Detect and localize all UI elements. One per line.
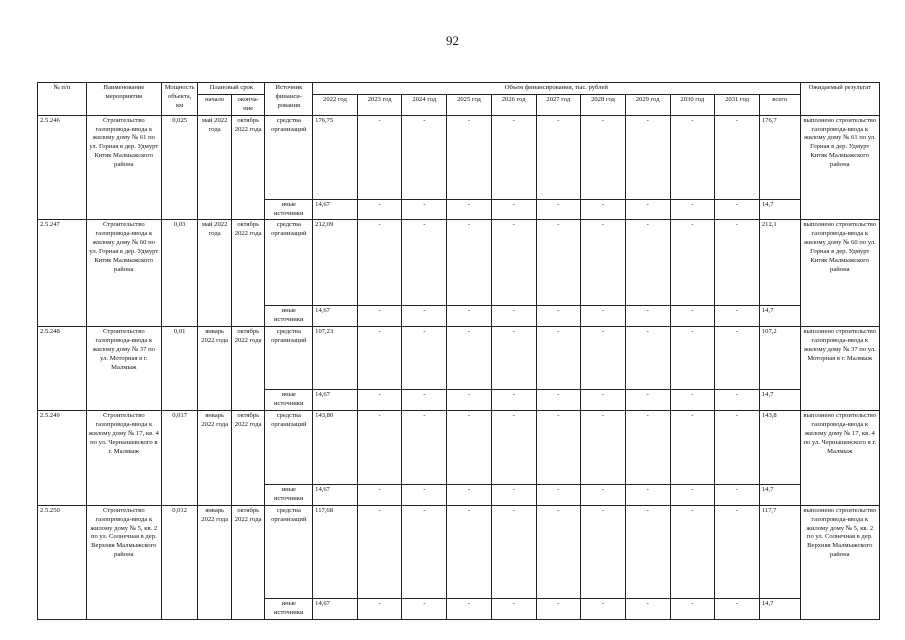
amount-total: 14,7 <box>759 199 800 220</box>
funding-source: иные источники <box>265 598 313 619</box>
amount-cell: - <box>670 505 715 598</box>
header-financing: Объем финансирования, тыс. рублей <box>313 83 800 95</box>
amount-cell: - <box>625 199 670 220</box>
amount-cell: - <box>625 306 670 327</box>
amount-cell: - <box>715 115 760 199</box>
amount-total: 176,7 <box>759 115 800 199</box>
funding-source: средства организаций <box>265 220 313 306</box>
funding-source: средства организаций <box>265 411 313 485</box>
amount-2022: 14,67 <box>313 485 358 506</box>
amount-cell: - <box>491 505 536 598</box>
amount-cell: - <box>625 505 670 598</box>
amount-cell: - <box>447 327 492 390</box>
end-date: октябрь 2022 года <box>231 505 265 619</box>
header-year: 2030 год <box>670 94 715 115</box>
amount-cell: - <box>491 598 536 619</box>
amount-cell: - <box>581 598 626 619</box>
amount-cell: - <box>625 327 670 390</box>
table-row <box>38 327 880 390</box>
amount-2022: 14,67 <box>313 598 358 619</box>
amount-total: 117,7 <box>759 505 800 598</box>
amount-cell: - <box>357 485 402 506</box>
header-total: всего <box>759 94 800 115</box>
measure-name: Строительство газопровода-ввода к жилому дому № 60 по ул. Горная в дер. Удмурт Китяк Малмыжского района <box>86 220 161 327</box>
capacity-value: 0,012 <box>161 505 198 619</box>
amount-cell: - <box>581 220 626 306</box>
amount-cell: - <box>715 390 760 411</box>
amount-cell: - <box>447 411 492 485</box>
amount-total: 14,7 <box>759 598 800 619</box>
funding-source: иные источники <box>265 390 313 411</box>
amount-cell: - <box>357 390 402 411</box>
row-number: 2.5.246 <box>38 115 87 220</box>
amount-cell: - <box>581 306 626 327</box>
amount-cell: - <box>357 505 402 598</box>
amount-2022: 14,67 <box>313 199 358 220</box>
header-num: № п/п <box>38 83 87 116</box>
amount-cell: - <box>625 411 670 485</box>
amount-total: 143,8 <box>759 411 800 485</box>
amount-cell: - <box>670 390 715 411</box>
start-date: май 2022 года <box>198 115 232 220</box>
amount-2022: 176,75 <box>313 115 358 199</box>
table-row <box>38 115 880 199</box>
amount-cell: - <box>715 505 760 598</box>
funding-source: средства организаций <box>265 327 313 390</box>
amount-cell: - <box>491 115 536 199</box>
amount-cell: - <box>491 199 536 220</box>
amount-cell: - <box>447 115 492 199</box>
start-date: январь 2022 года <box>198 505 232 619</box>
start-date: январь 2022 года <box>198 411 232 506</box>
amount-cell: - <box>625 598 670 619</box>
amount-cell: - <box>447 485 492 506</box>
amount-cell: - <box>670 411 715 485</box>
header-year: 2029 год <box>625 94 670 115</box>
amount-cell: - <box>357 327 402 390</box>
header-year: 2027 год <box>536 94 581 115</box>
amount-cell: - <box>357 199 402 220</box>
amount-cell: - <box>670 220 715 306</box>
amount-cell: - <box>715 327 760 390</box>
row-number: 2.5.247 <box>38 220 87 327</box>
amount-total: 107,2 <box>759 327 800 390</box>
end-date: октябрь 2022 года <box>231 115 265 220</box>
amount-cell: - <box>402 485 447 506</box>
amount-cell: - <box>625 390 670 411</box>
end-date: октябрь 2022 года <box>231 411 265 506</box>
table-row <box>38 505 880 598</box>
amount-cell: - <box>536 115 581 199</box>
amount-cell: - <box>536 411 581 485</box>
funding-source: иные источники <box>265 306 313 327</box>
amount-cell: - <box>715 411 760 485</box>
amount-cell: - <box>447 306 492 327</box>
amount-cell: - <box>670 327 715 390</box>
amount-cell: - <box>715 598 760 619</box>
measure-name: Строительство газопровода-ввода к жилому дому № 17, кв. 4 по ул. Чернышевского в г. Малмыж <box>86 411 161 506</box>
capacity-value: 0,017 <box>161 411 198 506</box>
header-year: 2031 год <box>715 94 760 115</box>
header-year: 2028 год <box>581 94 626 115</box>
amount-cell: - <box>536 598 581 619</box>
amount-cell: - <box>491 220 536 306</box>
amount-cell: - <box>536 485 581 506</box>
amount-cell: - <box>670 306 715 327</box>
amount-cell: - <box>670 199 715 220</box>
amount-total: 14,7 <box>759 306 800 327</box>
amount-cell: - <box>402 306 447 327</box>
amount-cell: - <box>491 411 536 485</box>
financing-table <box>37 82 880 620</box>
amount-cell: - <box>536 390 581 411</box>
header-year: 2022 год <box>313 94 358 115</box>
amount-total: 14,7 <box>759 485 800 506</box>
amount-2022: 14,67 <box>313 390 358 411</box>
end-date: октябрь 2022 года <box>231 220 265 327</box>
header-year: 2024 год <box>402 94 447 115</box>
amount-cell: - <box>581 115 626 199</box>
amount-cell: - <box>447 220 492 306</box>
header-capacity: Мощность объекта, км <box>161 83 198 116</box>
amount-cell: - <box>715 199 760 220</box>
funding-source: средства организаций <box>265 505 313 598</box>
amount-cell: - <box>581 390 626 411</box>
measure-name: Строительство газопровода-ввода к жилому дому № 61 по ул. Горная в дер. Удмурт Китяк Малмыжского района <box>86 115 161 220</box>
amount-cell: - <box>402 411 447 485</box>
amount-cell: - <box>402 115 447 199</box>
amount-cell: - <box>491 327 536 390</box>
amount-cell: - <box>447 505 492 598</box>
amount-total: 212,1 <box>759 220 800 306</box>
amount-cell: - <box>581 505 626 598</box>
amount-cell: - <box>536 306 581 327</box>
amount-cell: - <box>402 505 447 598</box>
measure-name: Строительство газопровода-ввода к жилому дому № 37 по ул. Моторная в г. Малмыж <box>86 327 161 411</box>
amount-cell: - <box>447 390 492 411</box>
amount-cell: - <box>715 220 760 306</box>
funding-source: средства организаций <box>265 115 313 199</box>
header-year: 2025 год <box>447 94 492 115</box>
amount-cell: - <box>536 220 581 306</box>
amount-cell: - <box>402 220 447 306</box>
amount-cell: - <box>581 199 626 220</box>
amount-2022: 14,67 <box>313 306 358 327</box>
amount-cell: - <box>625 220 670 306</box>
amount-cell: - <box>402 199 447 220</box>
amount-cell: - <box>357 306 402 327</box>
header-year: 2026 год <box>491 94 536 115</box>
amount-cell: - <box>402 327 447 390</box>
header-start: начало <box>198 94 232 115</box>
measure-name: Строительство газопровода-ввода к жилому дому № 5, кв. 2 по ул. Солнечная в дер. Верхняя Малмыжского района <box>86 505 161 619</box>
amount-cell: - <box>536 327 581 390</box>
row-number: 2.5.250 <box>38 505 87 619</box>
amount-cell: - <box>670 115 715 199</box>
amount-cell: - <box>447 598 492 619</box>
amount-2022: 143,80 <box>313 411 358 485</box>
expected-result: выполнено строительство газопровода-ввода к жилому дому № 37 по ул. Моторная в г. Малмыж <box>800 327 879 411</box>
header-name: Наименование мероприятия <box>86 83 161 116</box>
start-date: январь 2022 года <box>198 327 232 411</box>
amount-cell: - <box>625 115 670 199</box>
page-number: 92 <box>446 33 459 48</box>
amount-2022: 212,09 <box>313 220 358 306</box>
row-number: 2.5.249 <box>38 411 87 506</box>
amount-cell: - <box>670 485 715 506</box>
capacity-value: 0,03 <box>161 220 198 327</box>
amount-cell: - <box>491 485 536 506</box>
amount-cell: - <box>357 115 402 199</box>
table-body <box>38 115 880 619</box>
funding-source: иные источники <box>265 199 313 220</box>
expected-result: выполнено строительство газопровода-ввода к жилому дому № 5, кв. 2 по ул. Солнечная в дер. Верхняя Малмыжского района <box>800 505 879 619</box>
header-end: оконча-ние <box>231 94 265 115</box>
amount-cell: - <box>581 327 626 390</box>
amount-total: 14,7 <box>759 390 800 411</box>
capacity-value: 0,025 <box>161 115 198 220</box>
table-row <box>38 220 880 306</box>
end-date: октябрь 2022 года <box>231 327 265 411</box>
amount-cell: - <box>581 411 626 485</box>
amount-cell: - <box>357 220 402 306</box>
amount-cell: - <box>581 485 626 506</box>
expected-result: выполнено строительство газопровода-ввода к жилому дому № 17, кв. 4 по ул. Чернышевского в г. Малмыж <box>800 411 879 506</box>
header-schedule: Плановый срок <box>198 83 265 95</box>
amount-2022: 107,23 <box>313 327 358 390</box>
amount-2022: 117,68 <box>313 505 358 598</box>
amount-cell: - <box>715 306 760 327</box>
amount-cell: - <box>491 390 536 411</box>
expected-result: выполнено строительство газопровода-ввода к жилому дому № 61 по ул. Горная в дер. Удмурт Китяк Малмыжского района <box>800 115 879 220</box>
header-year: 2023 год <box>357 94 402 115</box>
funding-source: иные источники <box>265 485 313 506</box>
amount-cell: - <box>402 390 447 411</box>
table-row <box>38 411 880 485</box>
amount-cell: - <box>715 485 760 506</box>
amount-cell: - <box>670 598 715 619</box>
amount-cell: - <box>402 598 447 619</box>
header-source: Источник финанси-рования <box>265 83 313 116</box>
expected-result: выполнено строительство газопровода-ввода к жилому дому № 60 по ул. Горная в дер. Удмурт Китяк Малмыжского района <box>800 220 879 327</box>
amount-cell: - <box>447 199 492 220</box>
start-date: май 2022 года <box>198 220 232 327</box>
header-result: Ожидаемый результат <box>800 83 879 116</box>
amount-cell: - <box>357 598 402 619</box>
row-number: 2.5.248 <box>38 327 87 411</box>
capacity-value: 0,01 <box>161 327 198 411</box>
amount-cell: - <box>491 306 536 327</box>
amount-cell: - <box>357 411 402 485</box>
amount-cell: - <box>536 199 581 220</box>
amount-cell: - <box>625 485 670 506</box>
amount-cell: - <box>536 505 581 598</box>
